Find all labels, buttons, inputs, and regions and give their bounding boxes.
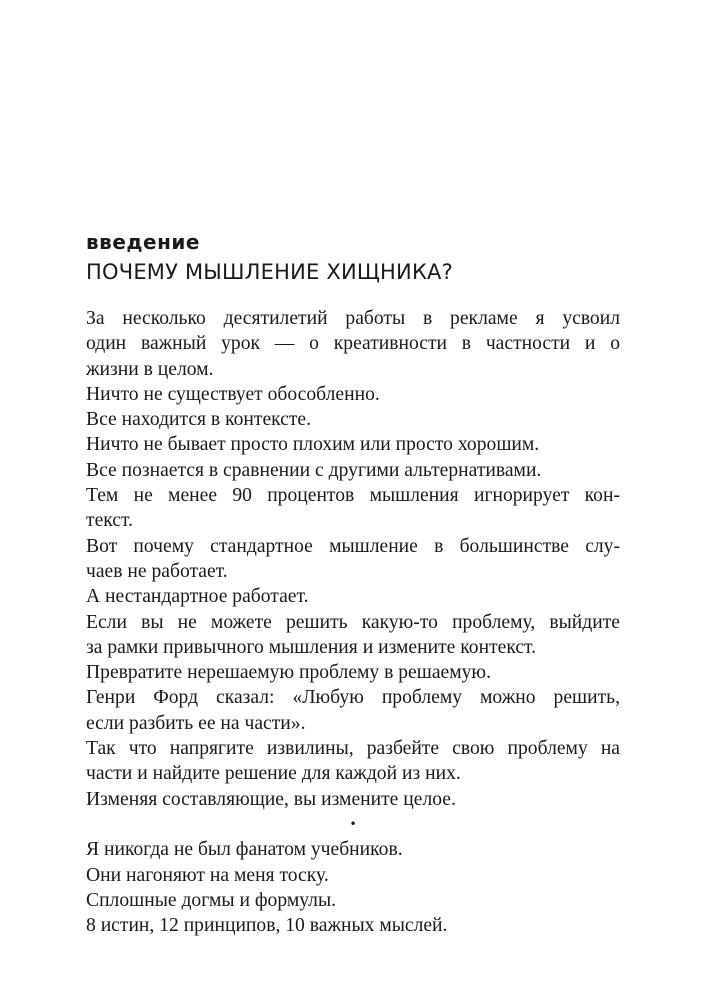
text-line: Все находится в контексте. (86, 409, 312, 431)
text-line: Тем не менее 90 процентов мышления игнорирует кон- (86, 485, 620, 507)
text-line: Так что напрягите извилины, разбейте свою проблему на (86, 738, 620, 760)
text-line: части и найдите решение для каждой из них. (86, 763, 461, 785)
body-text (86, 306, 620, 938)
text-line: Все познается в сравнении с другими альтернативами. (86, 459, 542, 481)
text-line: Я никогда не был фанатом учебников. (86, 839, 403, 861)
text-line: Превратите нерешаемую проблему в решаемую. (86, 662, 491, 684)
text-line: один важный урок — о креативности в частности и о (86, 333, 620, 355)
text-line: Генри Форд сказал: «Любую проблему можно решить, (86, 687, 620, 709)
text-line: текст. (86, 510, 133, 532)
text-line: чаев не работает. (86, 560, 228, 582)
text-line: жизни в целом. (86, 358, 214, 380)
text-line: За несколько десятилетий работы в рекламе я усвоил (86, 308, 620, 329)
text-line: А нестандартное работает. (86, 586, 309, 608)
section-separator: • (349, 816, 357, 831)
chapter-title: ПОЧЕМУ МЫШЛЕНИЕ ХИЩНИКА? (86, 260, 453, 284)
text-line: за рамки привычного мышления и измените контекст. (86, 636, 537, 658)
text-line: Сплошные догмы и формулы. (86, 889, 337, 911)
text-line: если разбить ее на части». (86, 712, 306, 734)
text-line: 8 истин, 12 принципов, 10 важных мыслей. (86, 915, 448, 937)
chapter-label: введение (86, 230, 200, 254)
text-line: Изменяя составляющие, вы измените целое. (86, 788, 456, 810)
text-line: Они нагоняют на меня тоску. (86, 864, 329, 886)
text-line: Ничто не бывает просто плохим или просто хорошим. (86, 434, 540, 456)
text-line: Если вы не можете решить какую-то проблему, выйдите (86, 611, 620, 633)
text-line: Ничто не существует обособленно. (86, 383, 380, 405)
text-line: Вот почему стандартное мышление в большинстве слу- (86, 535, 620, 557)
